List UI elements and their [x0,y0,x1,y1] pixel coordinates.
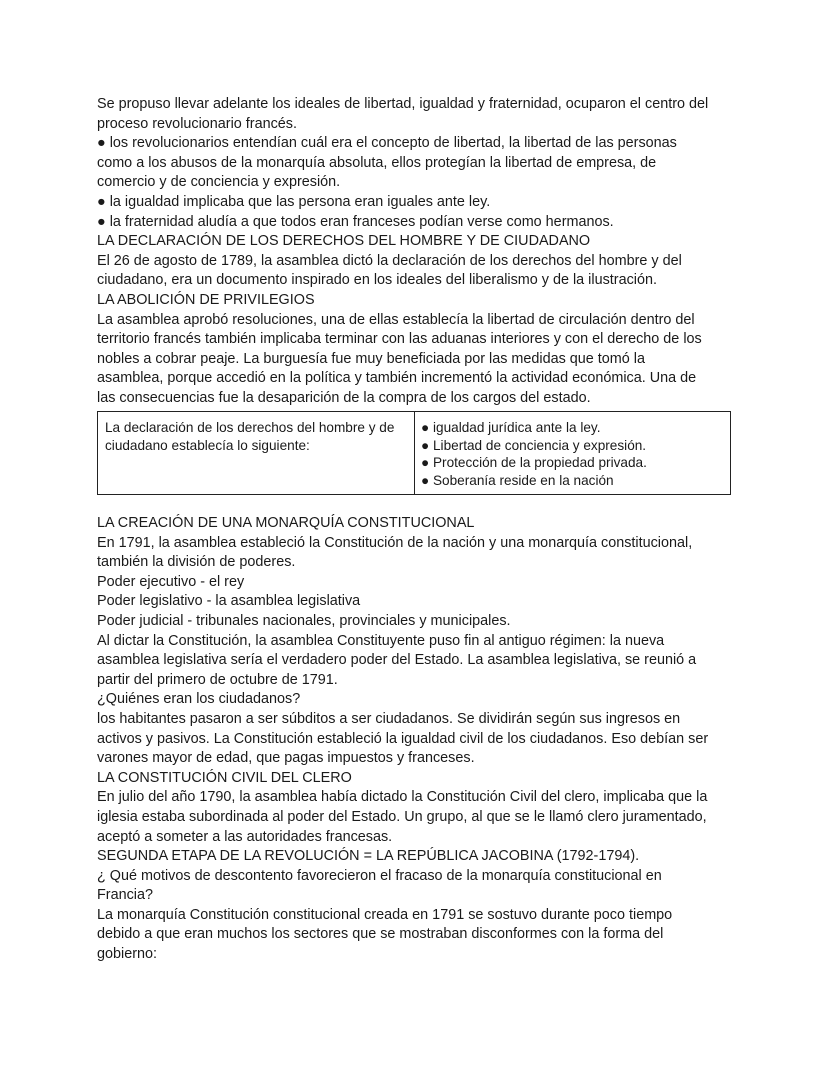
table-cell-description: La declaración de los derechos del hombre y de ciudadano establecía lo siguiente: [98,412,415,494]
text-line: asamblea legislativa sería el verdadero poder del Estado. La asamblea legislativa, se reunió a [97,652,697,669]
declaration-table [97,411,731,495]
text-line: LA CREACIÓN DE UNA MONARQUÍA CONSTITUCIONAL [97,515,475,531]
text-line: ● la fraternidad aludía a que todos eran franceses podían verse como hermanos. [97,213,614,230]
document-section-2 [97,514,708,965]
table-cell-list [415,412,730,494]
document-section-1 [97,95,708,409]
text-line: territorio francés también implicaba terminar con las aduanas interiores y con el derecho de los [97,331,702,348]
text-line: El 26 de agosto de 1789, la asamblea dictó la declaración de los derechos del hombre y del [97,252,682,269]
text-line: LA CONSTITUCIÓN CIVIL DEL CLERO [97,769,352,786]
text-line: los habitantes pasaron a ser súbditos a ser ciudadanos. Se dividirán según sus ingresos en [97,710,681,727]
text-line: como a los abusos de la monarquía absoluta, ellos protegían la libertad de empresa, de [97,154,657,171]
text-line: debido a que eran muchos los sectores que se mostraban disconformes con la forma del [97,926,664,943]
text-line: La monarquía Constitución constitucional creada en 1791 se sostuvo durante poco tiempo [97,906,673,923]
text-line: iglesia estaba subordinada al poder del Estado. Un grupo, al que se le llamó clero juramentado, [97,808,707,825]
text-line: activos y pasivos. La Constitución estableció la igualdad civil de los ciudadanos. Eso debían ser [97,730,709,747]
text-line: Poder judicial - tribunales nacionales, provinciales y municipales. [97,612,511,629]
text-line: LA DECLARACIÓN DE LOS DERECHOS DEL HOMBRE Y DE CIUDADANO [97,233,591,250]
text-line: nobles a cobrar peaje. La burguesía fue muy beneficiada por las medidas que tomó la [97,350,645,367]
text-line: En julio del año 1790, la asamblea había dictado la Constitución Civil del clero, implicaba que la [97,789,708,806]
text-line: asamblea, porque accedió en la política y también incrementó la actividad económica. Una de [97,370,697,387]
text-line: ● la igualdad implicaba que las persona eran iguales ante ley. [97,193,491,210]
text-line: En 1791, la asamblea estableció la Constitución de la nación y una monarquía constitucional, [97,534,693,551]
text-line: comercio y de conciencia y expresión. [97,174,341,191]
text-line: ¿Quiénes eran los ciudadanos? [97,691,301,708]
text-line: también la división de poderes. [97,554,296,571]
text-line: varones mayor de edad, que pagas impuestos y franceses. [97,750,475,767]
table-list-item: ● igualdad jurídica ante la ley. [421,420,601,435]
text-line: las consecuencias fue la desaparición de la compra de los cargos del estado. [97,389,591,406]
table-list-item: ● Libertad de conciencia y expresión. [421,437,647,453]
text-line: Francia? [97,887,153,904]
text-line: LA ABOLICIÓN DE PRIVILEGIOS [97,291,315,308]
text-line: Se propuso llevar adelante los ideales de libertad, igualdad y fraternidad, ocuparon el centro del [97,96,709,112]
table-list-item: ● Protección de la propiedad privada. [421,455,647,471]
text-line: gobierno: [97,946,158,963]
text-line: partir del primero de octubre de 1791. [97,671,338,688]
text-line: ¿ Qué motivos de descontento favorecieron el fracaso de la monarquía constitucional en [97,867,662,884]
text-line: ● los revolucionarios entendían cuál era el concepto de libertad, la libertad de las personas [97,135,677,152]
text-line: ciudadano, era un documento inspirado en los ideales del liberalismo y de la ilustración. [97,272,657,289]
text-line: La asamblea aprobó resoluciones, una de ellas establecía la libertad de circulación dentro del [97,311,695,328]
text-line: SEGUNDA ETAPA DE LA REVOLUCIÓN = LA REPÚBLICA JACOBINA (1792-1794). [97,848,640,865]
text-line: proceso revolucionario francés. [97,115,297,132]
text-line: aceptó a someter a las autoridades francesas. [97,828,393,845]
text-line: Poder ejecutivo - el rey [97,573,245,590]
text-line: Poder legislativo - la asamblea legislativa [97,593,361,610]
table-list-item: ● Soberanía reside en la nación [421,472,614,488]
text-line: Al dictar la Constitución, la asamblea Constituyente puso fin al antiguo régimen: la nueva [97,632,665,649]
